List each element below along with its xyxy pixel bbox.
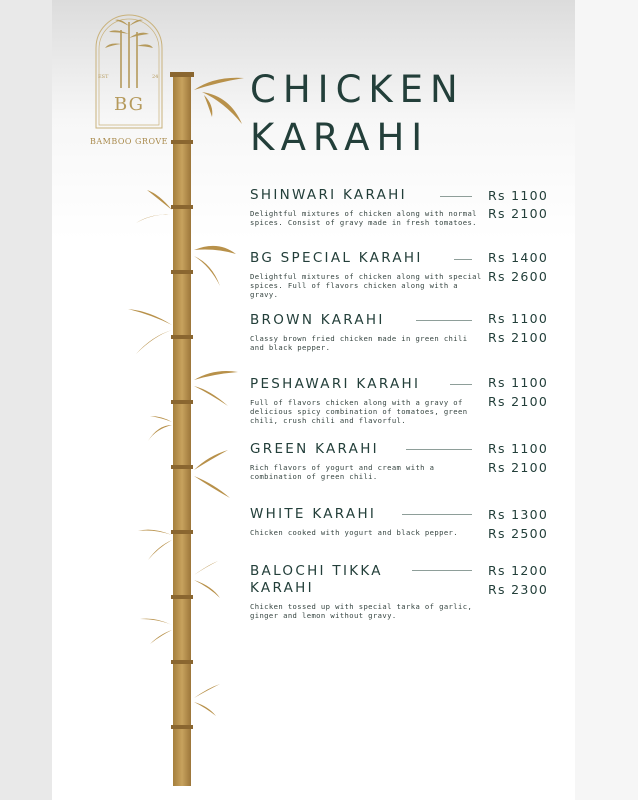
item-divider — [412, 570, 472, 571]
item-description: Delightful mixtures of chicken along with special spices. Full of flavors chicken along with a gravy. — [250, 272, 482, 299]
item-divider — [416, 320, 472, 321]
item-description: Chicken cooked with yogurt and black pepper. — [250, 528, 458, 537]
item-price-half: Rs 1100 — [488, 188, 549, 203]
item-description: Rich flavors of yogurt and cream with a combination of green chili. — [250, 463, 435, 481]
item-price-full: Rs 2100 — [488, 460, 549, 475]
item-name: BROWN KARAHI — [250, 312, 385, 328]
logo-est-label: EST — [98, 74, 109, 80]
item-price-half: Rs 1400 — [488, 250, 549, 265]
item-name: BG SPECIAL KARAHI — [250, 250, 423, 266]
right-background-strip — [575, 0, 638, 800]
item-name: GREEN KARAHI — [250, 441, 379, 457]
item-divider — [440, 196, 472, 197]
item-name-line1: BALOCHI TIKKA — [250, 563, 383, 579]
item-name: SHINWARI KARAHI — [250, 187, 407, 203]
item-name: PESHAWARI KARAHI — [250, 376, 421, 392]
item-price-full: Rs 2300 — [488, 582, 549, 597]
logo-year-label: 24 — [152, 74, 159, 80]
item-price-half: Rs 1100 — [488, 311, 549, 326]
menu-page — [52, 0, 575, 800]
item-price-full: Rs 2100 — [488, 330, 549, 345]
item-description: Classy brown fried chicken made in green chili and black pepper. — [250, 334, 468, 352]
item-price-half: Rs 1300 — [488, 507, 549, 522]
item-price-full: Rs 2500 — [488, 526, 549, 541]
item-divider — [402, 514, 472, 515]
item-price-full: Rs 2100 — [488, 206, 549, 221]
item-divider — [450, 384, 472, 385]
left-background-strip — [0, 0, 52, 800]
item-name: WHITE KARAHI — [250, 506, 377, 522]
logo-monogram: BG — [114, 94, 144, 115]
item-description: Full of flavors chicken along with a gravy of delicious spicy combination of tomatoes, green chili, crush chili and flavorful. — [250, 398, 468, 425]
item-description: Delightful mixtures of chicken along with normal spices. Consist of gravy made in fresh tomatoes. — [250, 209, 477, 227]
item-price-half: Rs 1100 — [488, 441, 549, 456]
brand-name: BAMBOO GROVE — [90, 137, 168, 146]
menu-title-line1: CHICKEN — [250, 68, 465, 111]
menu-title-line2: KARAHI — [250, 116, 430, 159]
item-price-full: Rs 2100 — [488, 394, 549, 409]
item-description: Chicken tossed up with special tarka of garlic, ginger and lemon without gravy. — [250, 602, 473, 620]
item-price-half: Rs 1200 — [488, 563, 549, 578]
item-price-half: Rs 1100 — [488, 375, 549, 390]
item-divider — [406, 449, 472, 450]
item-divider — [454, 259, 472, 260]
bamboo-illustration — [52, 0, 252, 800]
item-price-full: Rs 2600 — [488, 269, 549, 284]
item-name-line2: KARAHI — [250, 580, 314, 596]
